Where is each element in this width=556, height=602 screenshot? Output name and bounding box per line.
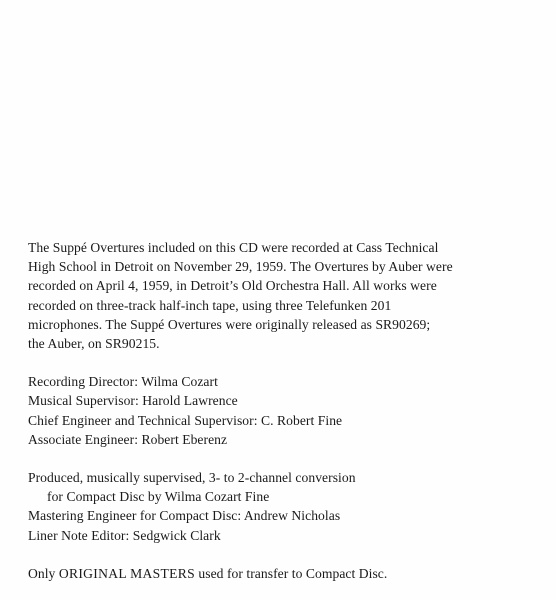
production-credit-continuation: for Compact Disc by Wilma Cozart Fine bbox=[47, 489, 270, 505]
liner-note-editor-credit: Liner Note Editor: Sedgwick Clark bbox=[28, 527, 221, 543]
recording-notes-line: the Auber, on SR90215. bbox=[28, 336, 160, 352]
recording-notes-line: High School in Detroit on November 29, 1959. The Overtures by Auber were bbox=[28, 259, 453, 275]
transfer-note-prefix: Only bbox=[28, 565, 59, 581]
recording-notes-line: microphones. The Suppé Overtures were originally released as SR90269; bbox=[28, 316, 431, 332]
transfer-note bbox=[28, 564, 528, 583]
production-block bbox=[28, 468, 528, 545]
credit-chief-engineer: Chief Engineer and Technical Supervisor: C. Robert Fine bbox=[28, 412, 343, 428]
credit-recording-director: Recording Director: Wilma Cozart bbox=[28, 374, 218, 390]
recording-notes-line: The Suppé Overtures included on this CD were recorded at Cass Technical bbox=[28, 240, 439, 255]
production-credit-line: Produced, musically supervised, 3- to 2-channel conversion bbox=[28, 470, 356, 486]
mastering-engineer-credit: Mastering Engineer for Compact Disc: Andrew Nicholas bbox=[28, 508, 341, 524]
original-masters-emphasis: ORIGINAL MASTERS bbox=[58, 565, 195, 581]
credit-musical-supervisor: Musical Supervisor: Harold Lawrence bbox=[28, 393, 238, 409]
recording-notes-line: recorded on April 4, 1959, in Detroit’s Old Orchestra Hall. All works were bbox=[28, 278, 437, 294]
recording-notes-line: recorded on three-track half-inch tape, using three Telefunken 201 bbox=[28, 297, 392, 313]
recording-notes-paragraph bbox=[28, 238, 528, 353]
credits-block bbox=[28, 372, 528, 449]
liner-notes-text bbox=[28, 238, 528, 602]
transfer-note-line bbox=[28, 564, 528, 583]
credit-associate-engineer: Associate Engineer: Robert Eberenz bbox=[28, 431, 228, 447]
transfer-note-suffix: used for transfer to Compact Disc. bbox=[194, 565, 388, 581]
